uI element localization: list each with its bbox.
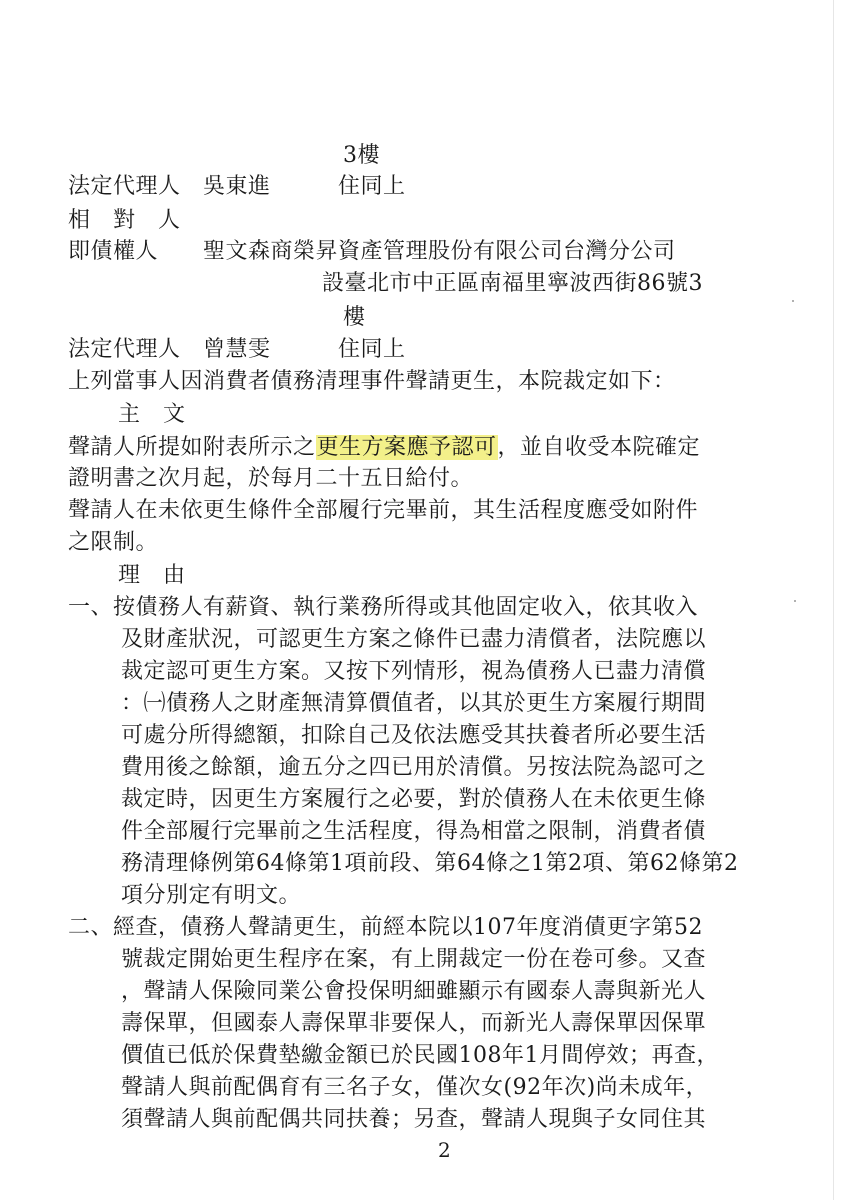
text-line: 一、按債務人有薪資、執行業務所得或其他固定收入，依其收入 bbox=[68, 595, 699, 620]
text-line: ，聲請人保險同業公會投保明細雖顯示有國泰人壽與新光人 bbox=[121, 979, 707, 1004]
text-line: 聲請人與前配偶育有三名子女，僅次女(92年次)尚未成年， bbox=[121, 1075, 709, 1100]
page-edge bbox=[833, 0, 834, 1200]
text-line: 可處分所得總額，扣除自己及依法應受其扶養者所必要生活 bbox=[121, 723, 707, 748]
legal-rep-line: 法定代理人 曾慧雯 住同上 bbox=[68, 337, 406, 362]
section-heading-main: 主 文 bbox=[118, 402, 186, 427]
text-line: 價值已低於保費墊繳金額已於民國108年1月間停效；再查， bbox=[121, 1043, 719, 1068]
text-line: 裁定時，因更生方案履行之必要，對於債務人在未依更生條 bbox=[121, 787, 707, 812]
text-line: 項分別定有明文。 bbox=[121, 883, 302, 908]
text-line: 及財產狀況，可認更生方案之條件已盡力清償者，法院應以 bbox=[121, 627, 707, 652]
text-run: 聲請人所提如附表所示之 bbox=[68, 435, 316, 460]
page-number: 2 bbox=[438, 1138, 452, 1162]
section-heading-reasons: 理 由 bbox=[118, 563, 186, 588]
text-line: 3樓 bbox=[343, 143, 380, 168]
text-line: 之限制。 bbox=[68, 530, 159, 555]
text-line: 費用後之餘額，逾五分之四已用於清償。另按法院為認可之 bbox=[121, 755, 707, 780]
scan-speck bbox=[792, 300, 794, 302]
text-line: 務清理條例第64條第1項前段、第64條之1第2項、第62條第2 bbox=[121, 851, 739, 876]
address-line: 設臺北市中正區南福里寧波西街86號3 bbox=[322, 271, 703, 296]
text-line: 證明書之次月起，於每月二十五日給付。 bbox=[68, 466, 474, 491]
ruling-line bbox=[68, 434, 700, 462]
text-line: 壽保單，但國泰人壽保單非要保人，而新光人壽保單因保單 bbox=[121, 1011, 707, 1036]
text-line: 裁定認可更生方案。又按下列情形，視為債務人已盡力清償 bbox=[121, 659, 707, 684]
text-line: 二、經查，債務人聲請更生，前經本院以107年度消債更字第52 bbox=[68, 915, 703, 940]
highlighted-text: 更生方案應予認可 bbox=[316, 435, 497, 460]
text-line: ：㈠債務人之財產無清算價值者，以其於更生方案履行期間 bbox=[121, 691, 707, 716]
counterparty-label: 相 對 人 bbox=[68, 208, 181, 233]
text-run: ，並自收受本院確定 bbox=[497, 435, 701, 460]
legal-rep-line: 法定代理人 吳東進 住同上 bbox=[68, 174, 406, 199]
scan-speck bbox=[794, 600, 796, 602]
text-line: 須聲請人與前配偶共同扶養；另查，聲請人現與子女同住其 bbox=[121, 1107, 707, 1132]
ruling-intro: 上列當事人因消費者債務清理事件聲請更生，本院裁定如下： bbox=[68, 369, 676, 394]
text-line: 聲請人在未依更生條件全部履行完畢前，其生活程度應受如附件 bbox=[68, 498, 699, 523]
text-line: 樓 bbox=[343, 305, 366, 330]
text-line: 件全部履行完畢前之生活程度，得為相當之限制，消費者債 bbox=[121, 819, 707, 844]
text-line: 號裁定開始更生程序在案，有上開裁定一份在卷可參。又查 bbox=[121, 947, 707, 972]
creditor-line: 即債權人 聖文森商榮昇資產管理股份有限公司台灣分公司 bbox=[68, 239, 676, 264]
